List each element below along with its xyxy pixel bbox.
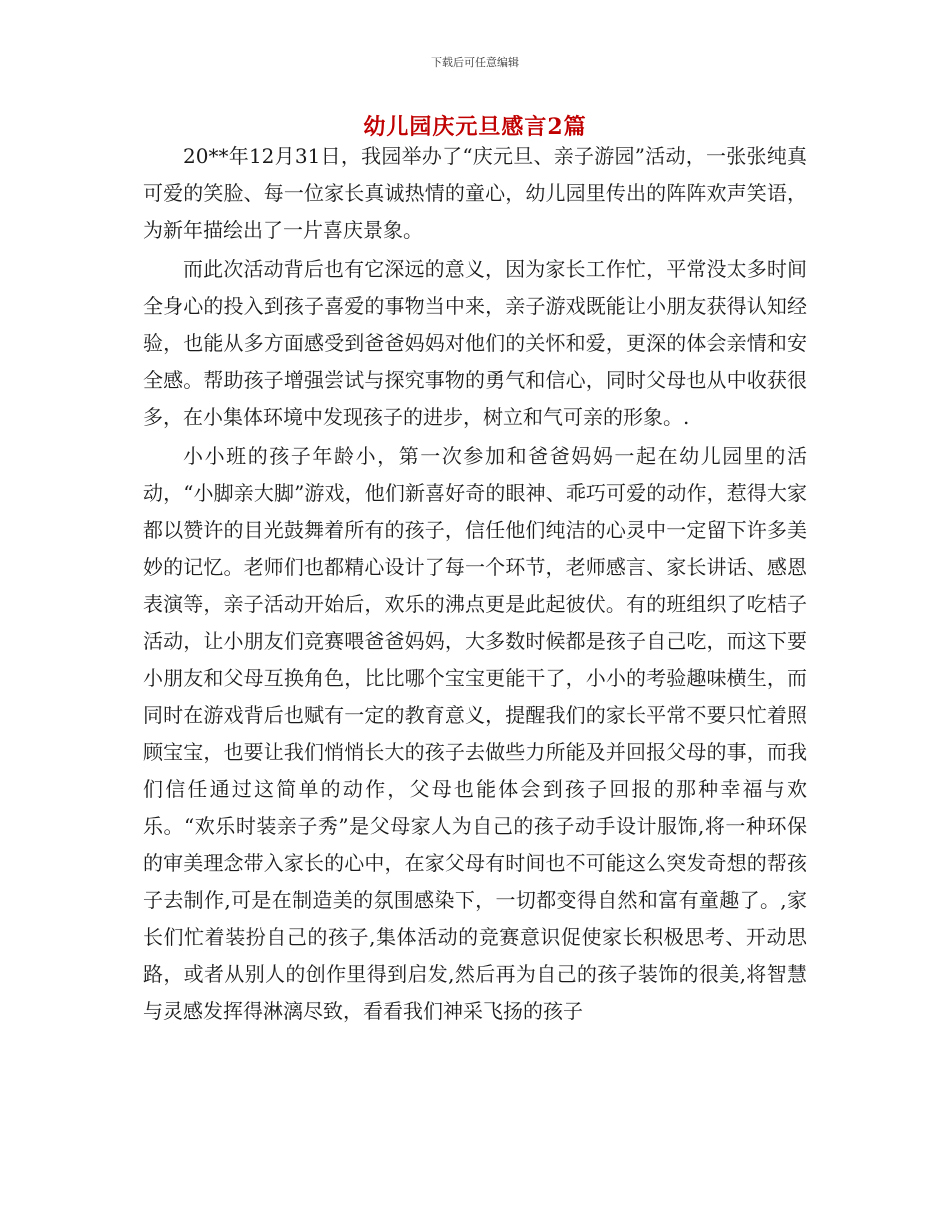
- paragraph-2: 而此次活动背后也有它深远的意义，因为家长工作忙，平常没太多时间全身心的投入到孩子喜爱的事物当中来，亲子游戏既能让小朋友获得认知经验，也能从多方面感受到爸爸妈妈对他们的关怀和爱，更深的体会亲情和安全感。帮助孩子增强尝试与探究事物的勇气和信心，同时父母也从中收获很多，在小集体环境中发现孩子的进步，树立和气可亲的形象。.: [143, 257, 807, 429]
- document-title: 幼儿园庆元旦感言2篇: [363, 114, 587, 140]
- paragraph-3: 小小班的孩子年龄小，第一次参加和爸爸妈妈一起在幼儿园里的活动，“小脚亲大脚”游戏，他们新喜好奇的眼神、乖巧可爱的动作，惹得大家都以赞许的目光鼓舞着所有的孩子，信任他们纯洁的心灵中一定留下许多美妙的记忆。老师们也都精心设计了每一个环节，老师感言、家长讲话、感恩表演等，亲子活动开始后，欢乐的沸点更是此起彼伏。有的班组织了吃桔子活动，让小朋友们竞赛喂爸爸妈妈，大多数时候都是孩子自己吃，而这下要小朋友和父母互换角色，比比哪个宝宝更能干了，小小的考验趣味横生，而同时在游戏背后也赋有一定的教育意义，提醒我们的家长平常不要只忙着照顾宝宝，也要让我们悄悄长大的孩子去做些力所能及并回报父母的事，而我们信任通过这简单的动作，父母也能体会到孩子回报的那种幸福与欢乐。“欢乐时装亲子秀”是父母家人为自己的孩子动手设计服饰,将一种环保的审美理念带入家长的心中，在家父母有时间也不可能这么突发奇想的帮孩子去制作,可是在制造美的氛围感染下，一切都变得自然和富有童趣了。,家长们忙着装扮自己的孩子,集体活动的竞赛意识促使家长积极思考、开动思路，或者从别人的创作里得到启发,然后再为自己的孩子装饰的很美,将智慧与灵感发挥得淋漓尽致，看看我们神采飞扬的孩子: [143, 444, 807, 1023]
- paragraph-1: 20**年12月31日，我园举办了“庆元旦、亲子游园”活动，一张张纯真可爱的笑脸、每一位家长真诚热情的童心，幼儿园里传出的阵阵欢声笑语，为新年描绘出了一片喜庆景象。: [143, 144, 807, 242]
- header-note: 下载后可任意编辑: [431, 56, 519, 69]
- document-body: [143, 138, 807, 1032]
